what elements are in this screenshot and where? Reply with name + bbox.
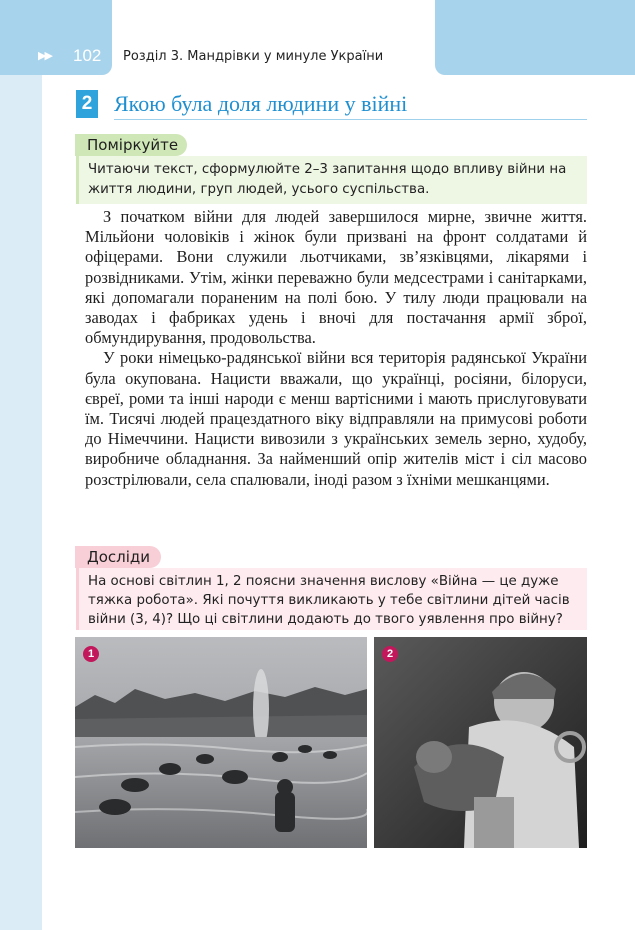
research-rubric-label: Досліди: [75, 546, 161, 568]
page-header-tab: [0, 0, 112, 75]
nurse-scene-illustration: [374, 637, 587, 848]
paragraph: У роки німецько-радянської війни вся територія радянської України була окупована. Нацисти вважали, що українці, росіяни, білоруси, євреї, роми та інші народи є менш вартісними і мають прислуговувати їм. Тисячі людей працездатного віку відправляли на примусові роботи до Німеччини. Нацисти вивозили з українських земель зерно, худобу, виробниче обладнання. За найменший опір жителів міст і сіл масово розстрілювали, села спалювали, іноді разом з їхніми мешканцями.: [85, 348, 587, 489]
section-number: 2: [76, 90, 98, 118]
photo-soldiers-crossing-river: [75, 637, 367, 848]
chapter-title: Розділ 3. Мандрівки у минуле України: [123, 49, 384, 64]
paragraph: З початком війни для людей завершилося мирне, звичне життя. Мільйони чоловіків і жінок були призвані на фронт солдатами й офіцерами. Вони служили льотчиками, зв’язківцями, лікарями і розвідниками. Утім, жінки переважно були медсестрами і санітарками, які допомагали пораненим на полі бою. У тилу люди працювали на заводах і фабриках удень і вночі для постачання армії зброї, обмундирування, продовольства.: [85, 207, 587, 348]
section-divider: [114, 119, 587, 120]
page-number: 102: [73, 46, 102, 65]
think-task-text: Читаючи текст, сформулюйте 2–3 запитання щодо впливу війни на життя людини, груп людей, усього суспільства.: [88, 162, 567, 197]
think-task-box: [76, 156, 587, 204]
double-arrow-icon: ▶▶: [38, 50, 51, 62]
corner-tab: [435, 0, 635, 75]
photo-nurse-carrying-wounded: [374, 637, 587, 848]
photo-number-badge: 2: [382, 646, 398, 662]
photo-number-badge: 1: [83, 646, 99, 662]
think-rubric-label: Поміркуйте: [75, 134, 187, 156]
research-task-text: На основі світлин 1, 2 поясни значення вислову «Війна — це дуже тяжка робота». Які почуття викликають у тебе світлини дітей часів війни (3, 4)? Що ці світлини додають до твого уявлення про війну?: [88, 574, 570, 627]
research-task-box: [76, 568, 587, 630]
section-title: Якою була доля людини у війні: [114, 91, 408, 116]
river-scene-illustration: [75, 637, 367, 848]
main-text: [85, 207, 587, 490]
left-margin-strip: [0, 0, 42, 930]
